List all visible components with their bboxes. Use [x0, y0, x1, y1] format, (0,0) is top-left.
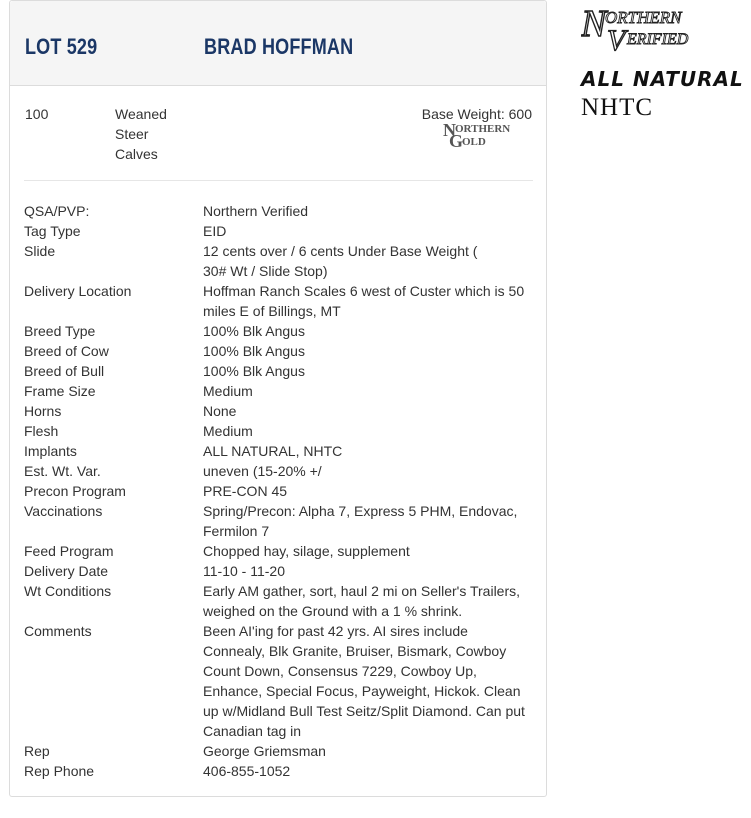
description-line: Weaned — [115, 106, 167, 122]
detail-value: 100% Blk Angus — [203, 343, 305, 359]
detail-row — [24, 541, 534, 561]
northern-verified-logo — [581, 2, 731, 52]
detail-value: None — [203, 403, 237, 419]
detail-value: EID — [203, 223, 227, 239]
logo-word: OLD — [462, 136, 486, 148]
logo-initial: N — [443, 120, 456, 140]
detail-row — [24, 281, 534, 321]
detail-row — [24, 221, 534, 241]
detail-label: Est. Wt. Var. — [24, 463, 101, 479]
detail-label: Delivery Location — [24, 283, 132, 299]
detail-row — [24, 461, 534, 481]
detail-value: Hoffman Ranch Scales 6 west of Custer which is 50 miles E of Billings, MT — [203, 283, 525, 319]
detail-row — [24, 241, 534, 281]
detail-label: Frame Size — [24, 383, 96, 399]
detail-row — [24, 761, 534, 781]
detail-label: Rep Phone — [24, 763, 95, 779]
detail-value: 11-10 - 11-20 — [203, 563, 285, 579]
detail-row — [24, 381, 534, 401]
detail-value: 12 cents over / 6 cents Under Base Weight ( 30# Wt / Slide Stop) — [203, 243, 478, 279]
detail-label: Breed of Cow — [24, 343, 109, 359]
detail-value: Northern Verified — [203, 203, 309, 219]
detail-label: Flesh — [24, 423, 59, 439]
description-line: Calves — [115, 146, 158, 162]
logo-word: ORTHERN — [455, 123, 511, 135]
logo-initial: V — [607, 24, 626, 52]
detail-value: PRE-CON 45 — [203, 483, 288, 499]
detail-row — [24, 321, 534, 341]
detail-label: Comments — [24, 623, 92, 639]
detail-value: Medium — [203, 423, 253, 439]
detail-row — [24, 341, 534, 361]
detail-label: Tag Type — [24, 223, 81, 239]
detail-value: Medium — [203, 383, 253, 399]
detail-label: Breed of Bull — [24, 363, 105, 379]
seller-name: BRAD HOFFMAN — [204, 34, 354, 59]
detail-value: ALL NATURAL, NHTC — [203, 443, 343, 459]
detail-row — [24, 581, 534, 621]
detail-label: Precon Program — [24, 483, 126, 499]
detail-label: Horns — [24, 403, 62, 419]
detail-value: 100% Blk Angus — [203, 363, 305, 379]
detail-row — [24, 441, 534, 461]
detail-value: Chopped hay, silage, supplement — [203, 543, 410, 559]
detail-value: Been AI'ing for past 42 yrs. AI sires include Connealy, Blk Granite, Bruiser, Bismark, Cowboy Count Down, Consensus 7229, Cowboy Up, Enhance, Special Focus, Payweight, Hickok. Clean up w/Midland Bull Test Seitz/Split Diamond. Can put Canadian tag in — [203, 623, 525, 739]
detail-row — [24, 481, 534, 501]
detail-row — [24, 421, 534, 441]
head-count: 100 — [25, 106, 49, 122]
logo-initial: G — [449, 131, 464, 148]
detail-row — [24, 621, 534, 741]
detail-label: Rep — [24, 743, 50, 759]
detail-label: Slide — [24, 243, 56, 259]
detail-row — [24, 361, 534, 381]
summary-divider — [24, 180, 533, 181]
lot-header — [10, 1, 546, 86]
detail-label: Feed Program — [24, 543, 114, 559]
logo-initial: N — [581, 3, 607, 45]
description-line: Steer — [115, 126, 149, 142]
all-natural-label: ALL NATURAL — [581, 67, 744, 91]
detail-value: 100% Blk Angus — [203, 323, 305, 339]
detail-label: Delivery Date — [24, 563, 109, 579]
detail-label: QSA/PVP: — [24, 203, 90, 219]
detail-value: 406-855-1052 — [203, 763, 291, 779]
lot-details — [24, 201, 534, 781]
northern-gold-logo — [443, 120, 523, 148]
detail-row — [24, 741, 534, 761]
base-weight: Base Weight: 600 — [421, 106, 532, 122]
detail-value: George Griemsman — [203, 743, 326, 759]
lot-number: LOT 529 — [25, 34, 98, 59]
detail-label: Implants — [24, 443, 77, 459]
nhtc-label: NHTC — [581, 94, 654, 121]
detail-row — [24, 201, 534, 221]
detail-value: Early AM gather, sort, haul 2 mi on Seller's Trailers, weighed on the Ground with a 1 % shrink. — [203, 583, 521, 619]
detail-row — [24, 501, 534, 541]
detail-label: Wt Conditions — [24, 583, 112, 599]
detail-row — [24, 401, 534, 421]
detail-value: Spring/Precon: Alpha 7, Express 5 PHM, Endovac, Fermilon 7 — [203, 503, 518, 539]
detail-row — [24, 561, 534, 581]
detail-value: uneven (15-20% +/ — [203, 463, 322, 479]
logo-word: ORTHERN — [605, 8, 682, 27]
detail-label: Breed Type — [24, 323, 96, 339]
cattle-description — [115, 104, 167, 164]
detail-label: Vaccinations — [24, 503, 103, 519]
logo-word: ERIFIED — [627, 31, 689, 48]
